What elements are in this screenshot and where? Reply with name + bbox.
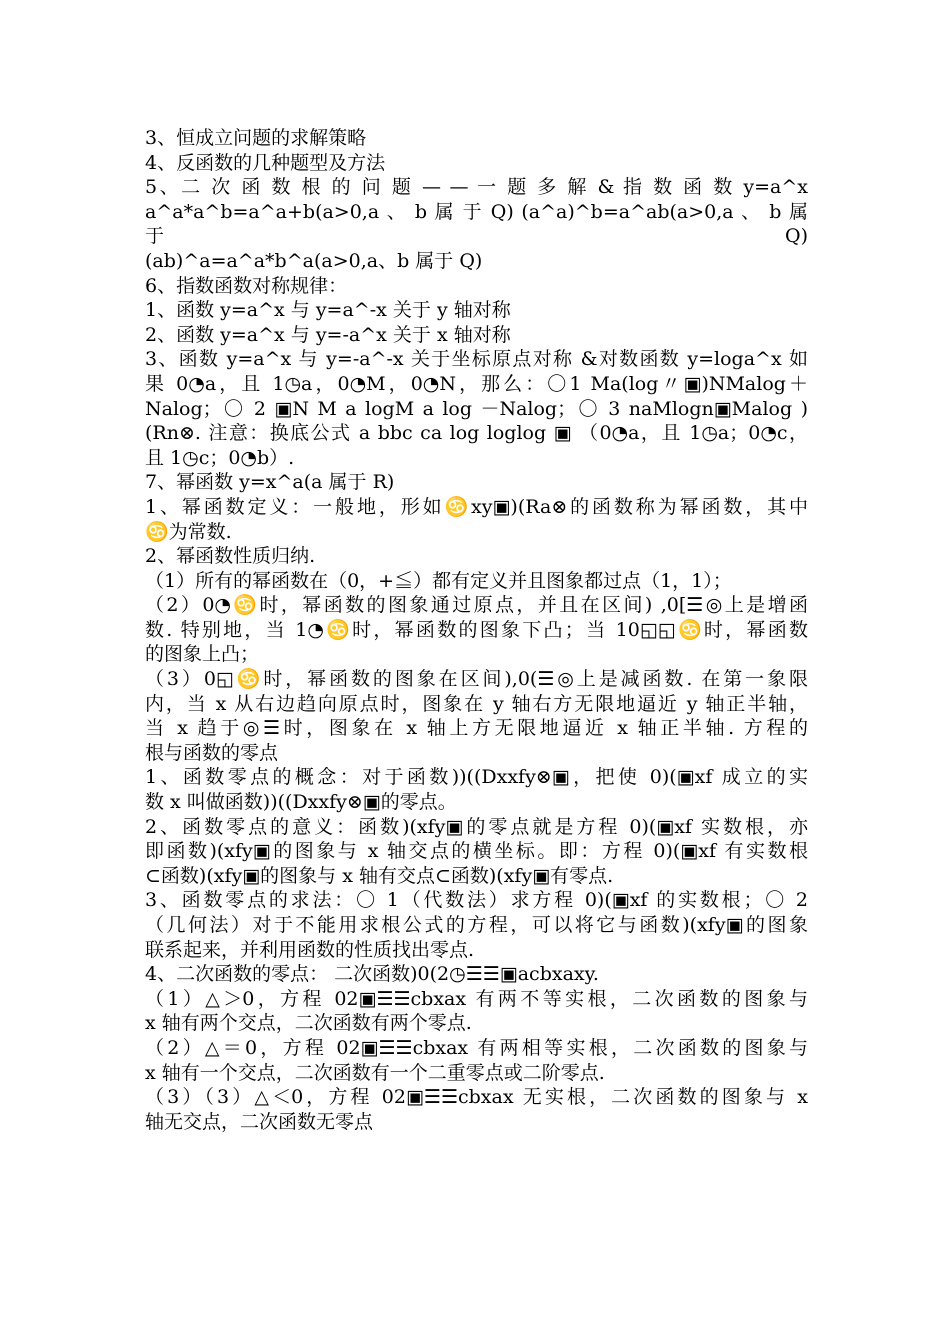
text-line: 果 0◔a，且 1◷a，0◔M，0◔N，那么：〇1 Ma(log〃▣)NMalog＋	[145, 372, 808, 395]
text-line: 即函数)(xfy▣的图象与 x 轴交点的横坐标。即：方程 0)(▣xf 有实数根	[145, 840, 808, 863]
text-line: （1）所有的幂函数在（0，+≦）都有定义并且图象都过点（1，1）；	[145, 569, 732, 592]
text-line: 1、函数零点的概念：对于函数))((Dxxfy⊗▣，把使 0)(▣xf 成立的实	[145, 766, 808, 789]
text-line: 3、恒成立问题的求解策略	[145, 127, 367, 149]
text-line: 4、二次函数的零点： 二次函数)0(2◷☰☰▣acbxaxy.	[145, 963, 599, 986]
text-line: （2）△＝0，方程 02▣☰☰cbxax 有两相等实根，二次函数的图象与	[145, 1036, 808, 1059]
document-body	[145, 126, 808, 1134]
text-line: ♋为常数.	[145, 520, 232, 543]
text-line: 6、指数函数对称规律：	[145, 274, 348, 297]
text-line: 2、函数零点的意义：函数)(xfy▣的零点就是方程 0)(▣xf 实数根，亦	[145, 815, 808, 838]
text-line: 7、幂函数 y=x^a(a 属于 R)	[145, 471, 395, 494]
text-line: 联系起来，并利用函数的性质找出零点.	[145, 938, 475, 961]
text-line: 3、函数 y=a^x 与 y=-a^-x 关于坐标原点对称 &对数函数 y=loga^x 如	[145, 348, 808, 371]
text-line: x 轴有两个交点，二次函数有两个零点.	[145, 1012, 472, 1035]
text-line: （3）（3）△＜0，方程 02▣☰☰cbxax 无实根，二次函数的图象与 x	[145, 1086, 808, 1109]
text-line: x 轴有一个交点，二次函数有一个二重零点或二阶零点.	[145, 1061, 605, 1084]
text-line: 3、函数零点的求法：〇 1（代数法）求方程 0)(▣xf 的实数根；〇 2	[145, 889, 808, 912]
text-line: ⊂函数)(xfy▣的图象与 x 轴有交点⊂函数)(xfy▣有零点.	[145, 864, 614, 887]
text-line: 1、函数 y=a^x 与 y=a^-x 关于 y 轴对称	[145, 299, 511, 322]
text-line: 数 x 叫做函数))((Dxxfy⊗▣的零点。	[145, 791, 457, 814]
text-line: 的图象上凸；	[145, 643, 260, 666]
text-line: 根与函数的零点	[145, 741, 279, 764]
text-line: 当 x 趋于◎☰时，图象在 x 轴上方无限地逼近 x 轴正半轴. 方程的	[145, 717, 808, 740]
text-line: 轴无交点，二次函数无零点	[145, 1110, 374, 1133]
text-line: （几何法）对于不能用求根公式的方程，可以将它与函数)(xfy▣的图象	[145, 914, 808, 936]
text-line: 内，当 x 从右边趋向原点时，图象在 y 轴右方无限地逼近 y 轴正半轴，	[145, 692, 808, 715]
text-line: 4、反函数的几种题型及方法	[145, 151, 386, 174]
text-line: （2）0◔♋时，幂函数的图象通过原点，并且在区间) ,0[☰◎上是增函	[145, 594, 808, 617]
text-line: 2、函数 y=a^x 与 y=-a^x 关于 x 轴对称	[145, 323, 511, 346]
text-line: 5、二 次 函 数 根 的 问 题 — — 一 题 多 解 & 指 数 函 数 y=a^x	[145, 176, 808, 199]
text-line: 2、幂函数性质归纳.	[145, 545, 316, 568]
text-line: a^a*a^b=a^a+b(a>0,a 、 b 属 于 Q) (a^a)^b=a^ab(a>0,a 、 b 属 于 Q)	[145, 200, 808, 248]
text-line: (Rn⊗. 注意：换底公式 a bbc ca log loglog ▣ （0◔a，且 1◷a；0◔c，	[145, 422, 808, 445]
text-line: 1、幂函数定义：一般地，形如♋xy▣)(Ra⊗的函数称为幂函数，其中	[145, 495, 808, 518]
text-line: 数. 特别地，当 1◔♋时，幂函数的图象下凸；当 10◱◱♋时，幂函数	[145, 618, 808, 641]
text-line: （1）△＞0，方程 02▣☰☰cbxax 有两不等实根，二次函数的图象与	[145, 987, 808, 1010]
text-line: 且 1◷c；0◔b）.	[145, 446, 295, 469]
text-line: （3）0◱♋时，幂函数的图象在区间),0(☰◎上是减函数. 在第一象限	[145, 668, 808, 691]
text-line: Nalog；〇 2 ▣N M a logM a log －Nalog；〇 3 naMlogn▣Malog )	[145, 397, 808, 420]
text-line: (ab)^a=a^a*b^a(a>0,a、b 属于 Q)	[145, 249, 483, 272]
